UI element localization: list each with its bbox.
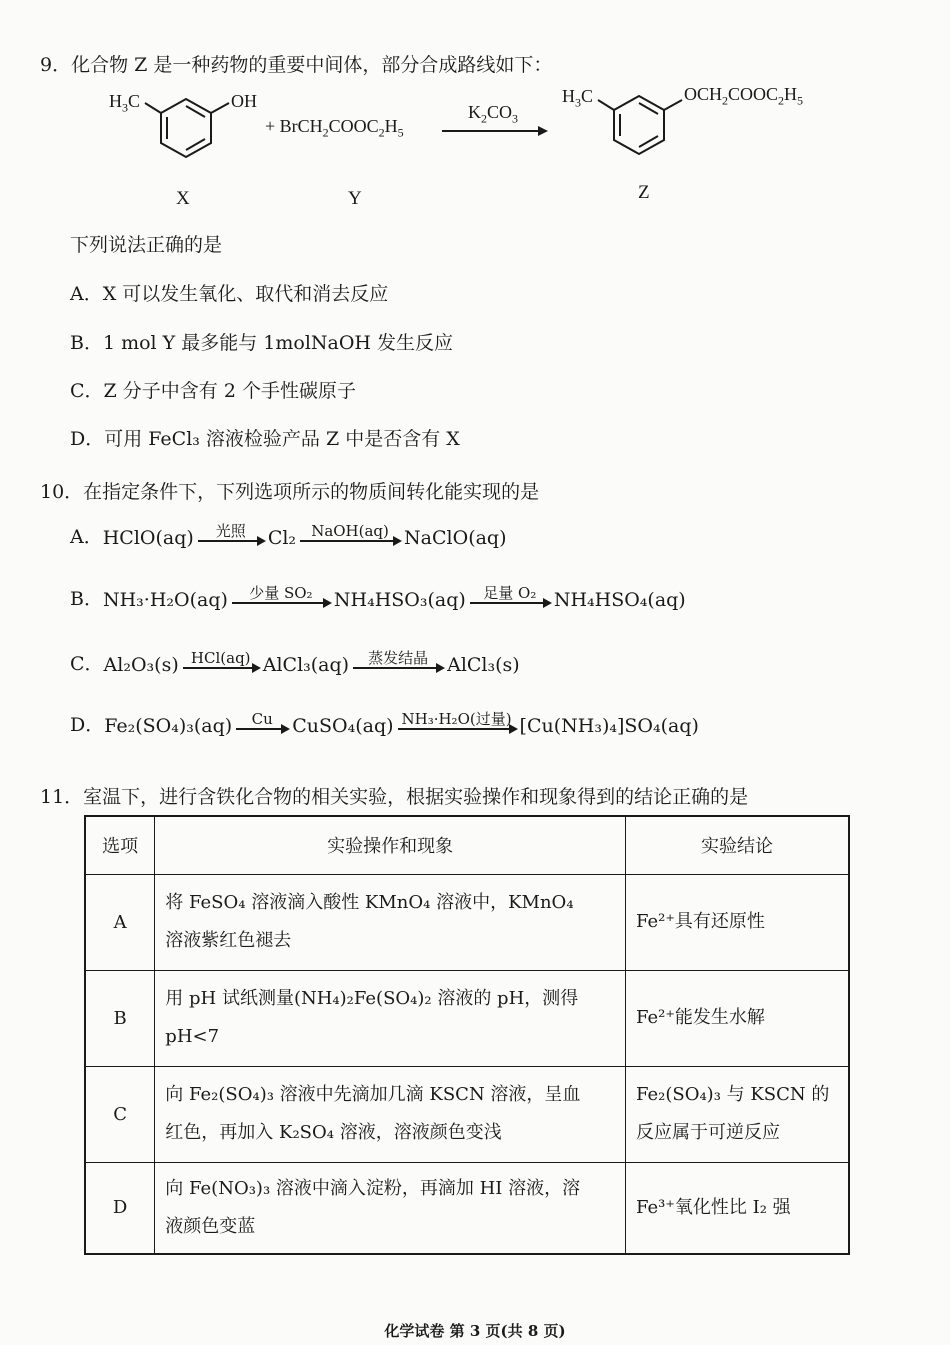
q10-c-s3: AlCl₃(s) (447, 654, 520, 676)
q10-d-c1: Cu (251, 710, 273, 728)
q10-d-label: D． (70, 714, 105, 736)
reagent-label: $K_2CO_3$ (468, 102, 519, 126)
q10-b-s2: NH₄HSO₃(aq) (333, 589, 466, 611)
q9-option-a: A．X 可以发生氧化、取代和消去反应 (70, 283, 389, 305)
q10-d-arrow2 (398, 711, 516, 737)
q10-d-s3: [Cu(NH₃)₄]SO₄(aq) (519, 715, 699, 737)
q10-a-arrow1 (198, 523, 264, 549)
q10-c-arrow1 (183, 650, 259, 676)
q10-b-label: B． (70, 588, 103, 610)
q9-prompt: 下列说法正确的是 (70, 234, 223, 256)
q10-c-s2: AlCl₃(aq) (262, 654, 350, 676)
q11-table (84, 815, 850, 1255)
row-conclusion (625, 970, 849, 1066)
molecule-x (105, 85, 275, 175)
page-footer: 化学试卷 第 3 页(共 8 页) (384, 1322, 566, 1340)
table-row (85, 1162, 849, 1254)
row-conclusion (625, 874, 849, 970)
q10-c-c2: 蒸发结晶 (368, 649, 429, 667)
row-con-line1: Fe³⁺氧化性比 I₂ 强 (635, 1196, 791, 1218)
reaction-arrow-icon (440, 124, 550, 138)
q10-d-s1: Fe₂(SO₄)₃(aq) (104, 715, 233, 737)
q10-b-c1: 少量 SO₂ (249, 584, 313, 602)
q10-c-c1: HCl(aq) (190, 649, 251, 667)
q10-d-arrow1 (236, 711, 288, 737)
row-op-line1: 用 pH 试纸测量(NH₄)₂Fe(SO₄)₂ 溶液的 pH，测得 (165, 988, 579, 1009)
q10-d-c2: NH₃·H₂O(过量) (401, 710, 512, 728)
row-conclusion (625, 1162, 849, 1254)
q10-stem: 10．在指定条件下，下列选项所示的物质间转化能实现的是 (40, 481, 540, 503)
molecule-z (560, 80, 840, 170)
q10-b-s1: NH₃·H₂O(aq) (102, 589, 228, 611)
x-oh-label: OH (231, 91, 257, 111)
q10-option-a (70, 522, 507, 549)
q10-b-arrow1 (232, 585, 330, 611)
q10-a-arrow2 (300, 523, 400, 549)
benzene-ring-x-icon (105, 85, 275, 175)
row-op-line2: 溶液紫红色褪去 (165, 930, 292, 951)
label-z: Z (638, 182, 650, 203)
table-row (85, 874, 849, 970)
row-op-line1: 向 Fe₂(SO₄)₃ 溶液中先滴加几滴 KSCN 溶液，呈血 (165, 1084, 581, 1105)
q9-option-b: B．1 mol Y 最多能与 1molNaOH 发生反应 (70, 332, 454, 354)
row-op-line1: 向 Fe(NO₃)₃ 溶液中滴入淀粉，再滴加 HI 溶液，溶 (165, 1177, 581, 1199)
q10-option-b (70, 584, 686, 611)
label-x: X (176, 188, 190, 209)
q10-option-c (70, 649, 520, 676)
benzene-ring-z-icon (560, 80, 700, 170)
z-ester-label: $OCH_2COOC_2H_5$ (684, 84, 804, 108)
q10-c-arrow2 (353, 650, 443, 676)
table-row (85, 1066, 849, 1162)
row-option: B (85, 970, 155, 1066)
q10-a-s2: Cl₂ (267, 527, 297, 549)
row-op-line1: 将 FeSO₄ 溶液滴入酸性 KMnO₄ 溶液中，KMnO₄ (165, 892, 574, 913)
reactant-y: + $BrCH_2COOC_2H_5$ (265, 116, 404, 140)
q10-c-s1: Al₂O₃(s) (103, 654, 179, 676)
q10-c-label: C． (70, 653, 104, 675)
row-operation (155, 874, 626, 970)
row-option: A (85, 874, 155, 970)
q9-option-c: C．Z 分子中含有 2 个手性碳原子 (70, 380, 356, 402)
row-op-line2: 液颜色变蓝 (165, 1215, 256, 1237)
header-operation: 实验操作和现象 (155, 816, 626, 874)
header-conclusion: 实验结论 (625, 816, 849, 874)
label-y: Y (348, 188, 362, 209)
table-row (85, 970, 849, 1066)
q10-b-s3: NH₄HSO₄(aq) (553, 589, 686, 611)
q10-b-c2: 足量 O₂ (483, 584, 537, 602)
z-methyl-label: $H_3C$ (562, 86, 594, 110)
row-con-line1: Fe²⁺能发生水解 (635, 1007, 765, 1028)
q11-stem: 11．室温下，进行含铁化合物的相关实验，根据实验操作和现象得到的结论正确的是 (40, 786, 749, 808)
row-op-line2: pH<7 (165, 1026, 220, 1047)
row-operation (155, 1066, 626, 1162)
q10-a-c1: 光照 (215, 522, 246, 540)
row-operation (155, 1162, 626, 1254)
q9-option-d: D．可用 FeCl₃ 溶液检验产品 Z 中是否含有 X (70, 428, 460, 450)
q10-d-s2: CuSO₄(aq) (292, 715, 394, 737)
row-operation (155, 970, 626, 1066)
q10-a-label: A． (70, 526, 103, 548)
table-header-row (85, 816, 849, 874)
row-op-line2: 红色，再加入 K₂SO₄ 溶液，溶液颜色变浅 (165, 1122, 502, 1143)
q10-option-d (70, 710, 699, 737)
row-con-line1: Fe²⁺具有还原性 (635, 911, 765, 932)
row-conclusion (625, 1066, 849, 1162)
q10-b-arrow2 (470, 585, 550, 611)
q10-a-s3: NaClO(aq) (404, 527, 507, 549)
q9-stem: 9．化合物 Z 是一种药物的重要中间体，部分合成路线如下： (40, 54, 553, 76)
q10-a-c2: NaOH(aq) (311, 522, 389, 540)
header-option: 选项 (85, 816, 155, 874)
x-methyl-label: $H_3C$ (109, 91, 141, 115)
row-option: C (85, 1066, 155, 1162)
row-option: D (85, 1162, 155, 1254)
q10-a-s1: HClO(aq) (102, 527, 194, 549)
row-con-line1: Fe₂(SO₄)₃ 与 KSCN 的 (635, 1084, 830, 1105)
row-con-line2: 反应属于可逆反应 (635, 1122, 780, 1143)
